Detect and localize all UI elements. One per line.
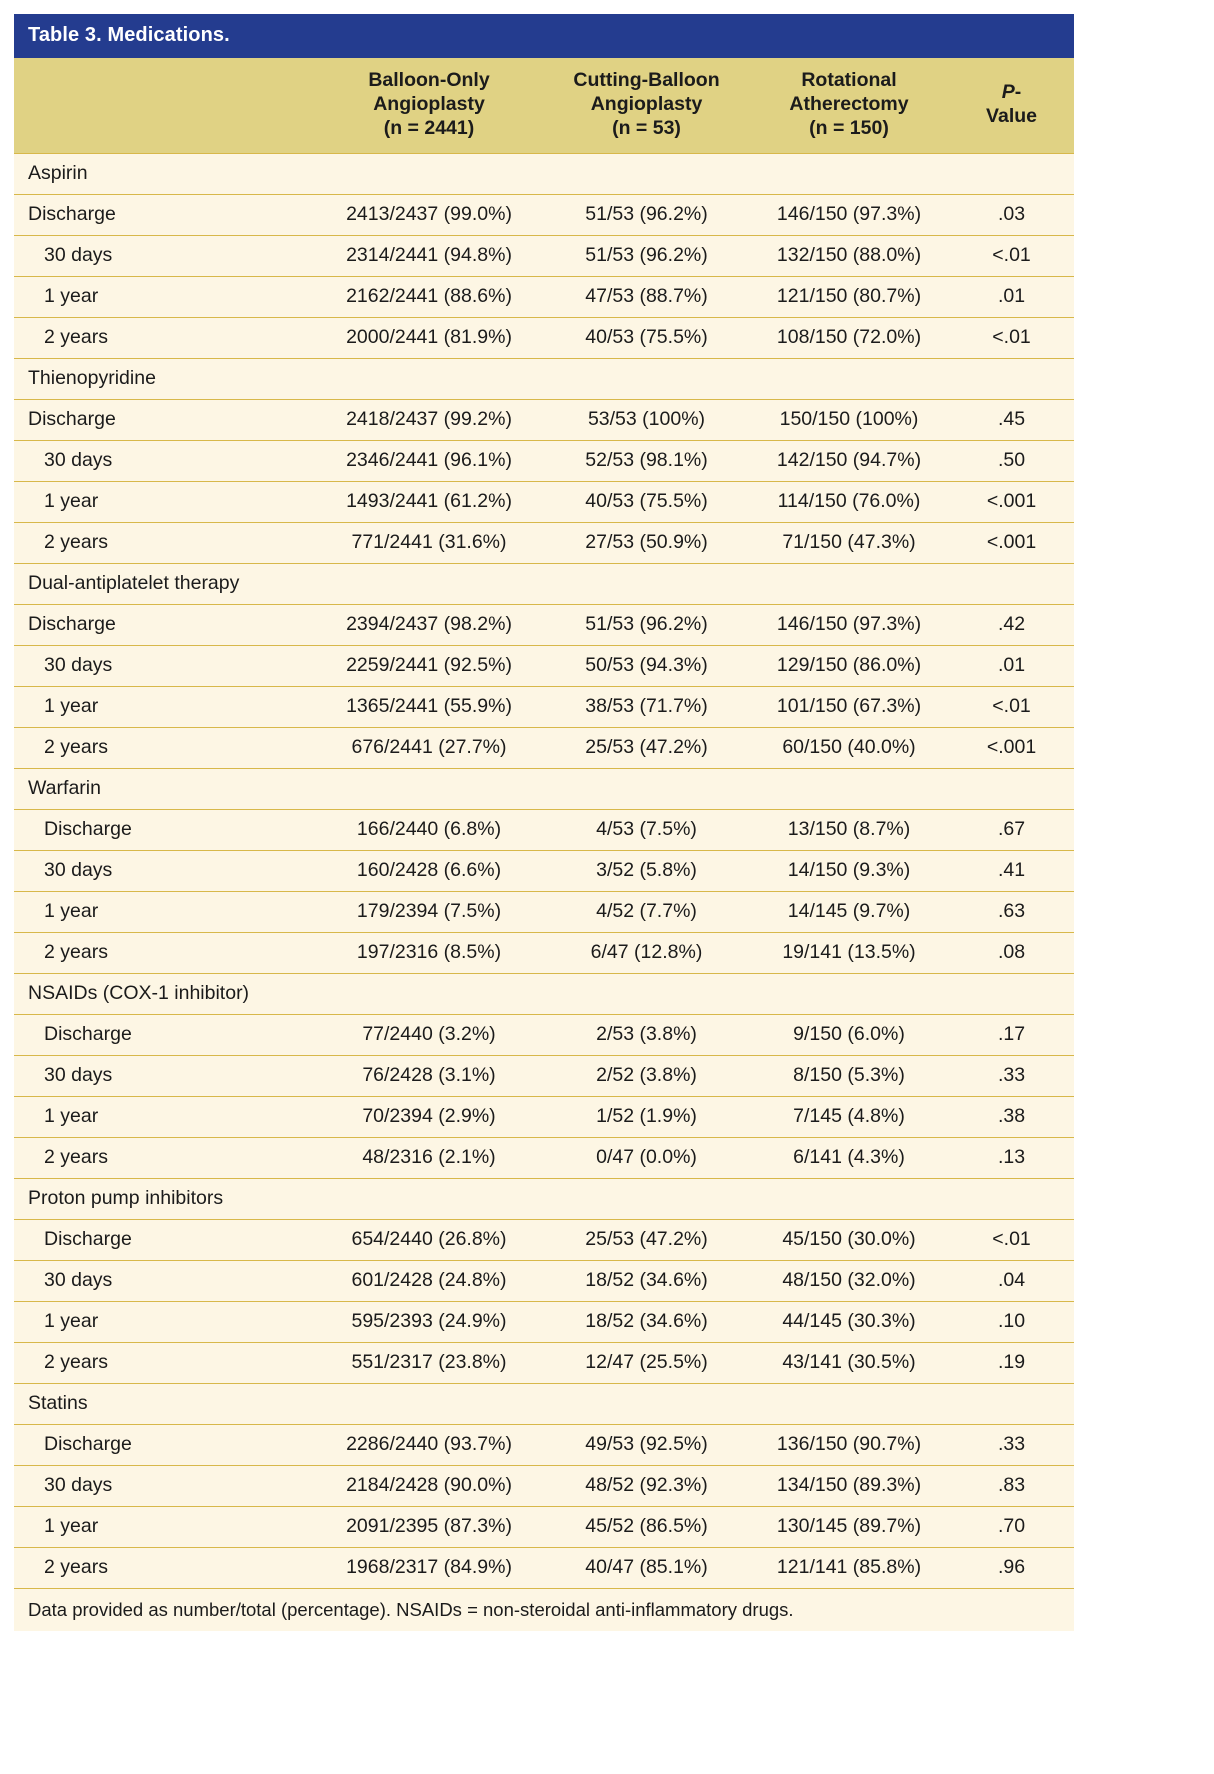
row-label: 2 years [14, 1138, 314, 1179]
row-value-col2: 12/47 (25.5%) [544, 1343, 749, 1384]
row-value-col2: 6/47 (12.8%) [544, 933, 749, 974]
row-group-label: Thienopyridine [14, 359, 314, 400]
table-row [14, 646, 1074, 687]
row-value-col1: 179/2394 (7.5%) [314, 892, 544, 933]
table-title-row [14, 14, 1074, 58]
row-value-col3: 71/150 (47.3%) [749, 523, 949, 564]
row-value-col4: .08 [949, 933, 1074, 974]
row-value-col1 [314, 974, 544, 1015]
row-label: Discharge [14, 1015, 314, 1056]
row-value-col4: .33 [949, 1056, 1074, 1097]
table-row [14, 523, 1074, 564]
row-value-col1: 2259/2441 (92.5%) [314, 646, 544, 687]
row-value-col3: 129/150 (86.0%) [749, 646, 949, 687]
row-value-col2 [544, 154, 749, 195]
row-value-col2: 4/52 (7.7%) [544, 892, 749, 933]
column-header-p-value-label: P- Value [986, 80, 1037, 127]
row-value-col2: 49/53 (92.5%) [544, 1425, 749, 1466]
row-value-col1: 70/2394 (2.9%) [314, 1097, 544, 1138]
row-value-col4: .13 [949, 1138, 1074, 1179]
row-value-col2: 4/53 (7.5%) [544, 810, 749, 851]
row-value-col3: 130/145 (89.7%) [749, 1507, 949, 1548]
row-value-col1: 77/2440 (3.2%) [314, 1015, 544, 1056]
row-value-col4: .83 [949, 1466, 1074, 1507]
row-value-col3: 136/150 (90.7%) [749, 1425, 949, 1466]
table-row [14, 1138, 1074, 1179]
row-value-col4: .17 [949, 1015, 1074, 1056]
row-label: Discharge [14, 1425, 314, 1466]
row-label: Discharge [14, 195, 314, 236]
row-group-label: Proton pump inhibitors [14, 1179, 314, 1220]
row-value-col1: 76/2428 (3.1%) [314, 1056, 544, 1097]
row-value-col2: 2/53 (3.8%) [544, 1015, 749, 1056]
row-value-col1: 771/2441 (31.6%) [314, 523, 544, 564]
row-value-col4 [949, 974, 1074, 1015]
row-value-col3: 7/145 (4.8%) [749, 1097, 949, 1138]
row-value-col1: 2413/2437 (99.0%) [314, 195, 544, 236]
row-value-col4: .38 [949, 1097, 1074, 1138]
row-value-col1: 2418/2437 (99.2%) [314, 400, 544, 441]
row-label: Discharge [14, 605, 314, 646]
row-group-label: NSAIDs (COX-1 inhibitor) [14, 974, 314, 1015]
row-group-label: Aspirin [14, 154, 314, 195]
row-value-col4: .42 [949, 605, 1074, 646]
row-value-col1 [314, 1384, 544, 1425]
row-value-col2: 53/53 (100%) [544, 400, 749, 441]
row-value-col4: .96 [949, 1548, 1074, 1589]
table-group-row [14, 769, 1074, 810]
row-label: 2 years [14, 523, 314, 564]
table-row [14, 1015, 1074, 1056]
row-value-col2: 48/52 (92.3%) [544, 1466, 749, 1507]
row-value-col4: .03 [949, 195, 1074, 236]
row-value-col4: .45 [949, 400, 1074, 441]
row-value-col4: .01 [949, 277, 1074, 318]
table-footnote: Data provided as number/total (percentage). NSAIDs = non-steroidal anti-inflammatory drugs. [14, 1589, 1074, 1632]
column-header-cutting-balloon-n: (n = 53) [612, 116, 681, 139]
table-row [14, 605, 1074, 646]
row-value-col1: 595/2393 (24.9%) [314, 1302, 544, 1343]
row-group-label: Statins [14, 1384, 314, 1425]
row-value-col3: 43/141 (30.5%) [749, 1343, 949, 1384]
row-value-col3: 9/150 (6.0%) [749, 1015, 949, 1056]
column-header-balloon-only-label: Balloon-Only Angioplasty [368, 69, 490, 115]
table-group-row [14, 564, 1074, 605]
row-value-col1: 1365/2441 (55.9%) [314, 687, 544, 728]
row-value-col2 [544, 359, 749, 400]
row-value-col4 [949, 564, 1074, 605]
row-value-col3 [749, 564, 949, 605]
row-value-col2: 40/53 (75.5%) [544, 482, 749, 523]
row-value-col4: <.01 [949, 687, 1074, 728]
column-header-balloon-only-n: (n = 2441) [383, 116, 475, 139]
column-header-rotational-atherectomy-n: (n = 150) [809, 116, 889, 139]
row-value-col3: 44/145 (30.3%) [749, 1302, 949, 1343]
row-label: 30 days [14, 236, 314, 277]
row-value-col4: <.01 [949, 1220, 1074, 1261]
row-value-col2: 51/53 (96.2%) [544, 195, 749, 236]
row-label: 2 years [14, 933, 314, 974]
table-row [14, 277, 1074, 318]
row-value-col3 [749, 1384, 949, 1425]
row-value-col2: 47/53 (88.7%) [544, 277, 749, 318]
row-label: 30 days [14, 851, 314, 892]
row-value-col3: 48/150 (32.0%) [749, 1261, 949, 1302]
table-row [14, 441, 1074, 482]
table-row [14, 1548, 1074, 1589]
row-label: 30 days [14, 1261, 314, 1302]
row-value-col2: 40/47 (85.1%) [544, 1548, 749, 1589]
row-value-col4 [949, 154, 1074, 195]
row-value-col2: 27/53 (50.9%) [544, 523, 749, 564]
row-value-col2 [544, 769, 749, 810]
table-row [14, 892, 1074, 933]
table-row [14, 728, 1074, 769]
row-value-col1: 1493/2441 (61.2%) [314, 482, 544, 523]
row-value-col3: 142/150 (94.7%) [749, 441, 949, 482]
row-value-col3: 19/141 (13.5%) [749, 933, 949, 974]
row-value-col2: 38/53 (71.7%) [544, 687, 749, 728]
row-value-col2: 2/52 (3.8%) [544, 1056, 749, 1097]
row-value-col3: 60/150 (40.0%) [749, 728, 949, 769]
row-value-col2: 18/52 (34.6%) [544, 1302, 749, 1343]
table-group-row [14, 154, 1074, 195]
row-value-col4: <.01 [949, 236, 1074, 277]
row-value-col2 [544, 1384, 749, 1425]
row-value-col1 [314, 769, 544, 810]
table-row [14, 1302, 1074, 1343]
row-value-col2: 40/53 (75.5%) [544, 318, 749, 359]
row-value-col2 [544, 564, 749, 605]
row-label: 1 year [14, 687, 314, 728]
table-row [14, 1261, 1074, 1302]
table-row [14, 1056, 1074, 1097]
row-value-col1: 1968/2317 (84.9%) [314, 1548, 544, 1589]
row-value-col1: 551/2317 (23.8%) [314, 1343, 544, 1384]
table-title: Table 3. Medications. [14, 14, 1074, 58]
row-value-col4: <.001 [949, 523, 1074, 564]
row-value-col3: 121/150 (80.7%) [749, 277, 949, 318]
row-value-col1: 166/2440 (6.8%) [314, 810, 544, 851]
row-label: 1 year [14, 892, 314, 933]
row-value-col2: 52/53 (98.1%) [544, 441, 749, 482]
row-value-col2: 1/52 (1.9%) [544, 1097, 749, 1138]
row-group-label: Dual-antiplatelet therapy [14, 564, 314, 605]
row-value-col3: 146/150 (97.3%) [749, 195, 949, 236]
row-value-col2: 18/52 (34.6%) [544, 1261, 749, 1302]
table-row [14, 1425, 1074, 1466]
row-value-col2 [544, 974, 749, 1015]
row-value-col4: .70 [949, 1507, 1074, 1548]
row-value-col1: 601/2428 (24.8%) [314, 1261, 544, 1302]
column-header-cutting-balloon-label: Cutting-Balloon Angioplasty [573, 69, 720, 115]
row-value-col1 [314, 154, 544, 195]
table-row [14, 687, 1074, 728]
table-row [14, 318, 1074, 359]
table-row [14, 810, 1074, 851]
row-value-col2: 0/47 (0.0%) [544, 1138, 749, 1179]
row-label: 1 year [14, 1097, 314, 1138]
row-value-col4: .41 [949, 851, 1074, 892]
table-group-row [14, 974, 1074, 1015]
row-label: 1 year [14, 482, 314, 523]
row-label: 1 year [14, 1507, 314, 1548]
row-label: 30 days [14, 646, 314, 687]
row-label: 30 days [14, 1056, 314, 1097]
table-row [14, 1343, 1074, 1384]
column-header-rotational-atherectomy-label: Rotational Atherectomy [789, 69, 909, 115]
row-value-col3: 14/145 (9.7%) [749, 892, 949, 933]
table-footer [14, 1589, 1074, 1632]
table-row [14, 195, 1074, 236]
row-value-col4: .50 [949, 441, 1074, 482]
row-label: 30 days [14, 441, 314, 482]
row-value-col3 [749, 154, 949, 195]
row-value-col3: 132/150 (88.0%) [749, 236, 949, 277]
row-value-col4: .04 [949, 1261, 1074, 1302]
row-value-col1: 2000/2441 (81.9%) [314, 318, 544, 359]
row-label: 2 years [14, 1343, 314, 1384]
row-value-col3 [749, 1179, 949, 1220]
row-value-col4: <.01 [949, 318, 1074, 359]
table-row [14, 851, 1074, 892]
row-value-col1: 2286/2440 (93.7%) [314, 1425, 544, 1466]
row-value-col4: .63 [949, 892, 1074, 933]
row-value-col4 [949, 769, 1074, 810]
row-value-col3: 101/150 (67.3%) [749, 687, 949, 728]
row-value-col3: 134/150 (89.3%) [749, 1466, 949, 1507]
table-body [14, 154, 1074, 1589]
table-group-row [14, 1179, 1074, 1220]
column-header-balloon-only [314, 58, 544, 154]
table-row [14, 482, 1074, 523]
row-value-col1: 2184/2428 (90.0%) [314, 1466, 544, 1507]
row-value-col3 [749, 974, 949, 1015]
table-row [14, 933, 1074, 974]
row-value-col3 [749, 769, 949, 810]
row-value-col1: 48/2316 (2.1%) [314, 1138, 544, 1179]
row-value-col2: 50/53 (94.3%) [544, 646, 749, 687]
column-header-cutting-balloon [544, 58, 749, 154]
row-value-col3: 108/150 (72.0%) [749, 318, 949, 359]
row-label: 2 years [14, 318, 314, 359]
row-value-col4 [949, 359, 1074, 400]
row-label: 30 days [14, 1466, 314, 1507]
row-value-col3: 45/150 (30.0%) [749, 1220, 949, 1261]
row-value-col3 [749, 359, 949, 400]
row-value-col1: 654/2440 (26.8%) [314, 1220, 544, 1261]
table-row [14, 1507, 1074, 1548]
row-value-col3: 150/150 (100%) [749, 400, 949, 441]
medications-table-container [14, 14, 1074, 1631]
table-row [14, 1220, 1074, 1261]
row-value-col1 [314, 359, 544, 400]
row-value-col4: <.001 [949, 482, 1074, 523]
row-value-col4: <.001 [949, 728, 1074, 769]
row-value-col4: .33 [949, 1425, 1074, 1466]
row-value-col4: .67 [949, 810, 1074, 851]
row-value-col4: .01 [949, 646, 1074, 687]
row-value-col3: 8/150 (5.3%) [749, 1056, 949, 1097]
row-value-col2: 51/53 (96.2%) [544, 605, 749, 646]
row-label: Discharge [14, 400, 314, 441]
row-label: 2 years [14, 728, 314, 769]
row-value-col4: .10 [949, 1302, 1074, 1343]
row-value-col4: .19 [949, 1343, 1074, 1384]
row-value-col2: 45/52 (86.5%) [544, 1507, 749, 1548]
column-header-p-value [949, 58, 1074, 154]
row-label: 1 year [14, 277, 314, 318]
row-value-col3: 114/150 (76.0%) [749, 482, 949, 523]
column-header-blank [14, 58, 314, 154]
row-value-col3: 121/141 (85.8%) [749, 1548, 949, 1589]
row-value-col1: 2091/2395 (87.3%) [314, 1507, 544, 1548]
row-value-col3: 6/141 (4.3%) [749, 1138, 949, 1179]
row-value-col1: 2346/2441 (96.1%) [314, 441, 544, 482]
row-label: 1 year [14, 1302, 314, 1343]
table-group-row [14, 1384, 1074, 1425]
row-value-col1 [314, 1179, 544, 1220]
column-header-rotational-atherectomy [749, 58, 949, 154]
table-row [14, 400, 1074, 441]
row-value-col1: 160/2428 (6.6%) [314, 851, 544, 892]
row-value-col3: 14/150 (9.3%) [749, 851, 949, 892]
row-value-col2: 51/53 (96.2%) [544, 236, 749, 277]
table-column-header [14, 58, 1074, 154]
medications-table [14, 14, 1074, 1631]
table-group-row [14, 359, 1074, 400]
row-value-col1: 2162/2441 (88.6%) [314, 277, 544, 318]
table-row [14, 1097, 1074, 1138]
row-value-col2: 3/52 (5.8%) [544, 851, 749, 892]
row-label: 2 years [14, 1548, 314, 1589]
row-value-col3: 13/150 (8.7%) [749, 810, 949, 851]
row-value-col1: 676/2441 (27.7%) [314, 728, 544, 769]
row-value-col1: 197/2316 (8.5%) [314, 933, 544, 974]
row-value-col1: 2394/2437 (98.2%) [314, 605, 544, 646]
row-value-col4 [949, 1179, 1074, 1220]
table-row [14, 236, 1074, 277]
row-label: Discharge [14, 810, 314, 851]
row-label: Discharge [14, 1220, 314, 1261]
row-value-col2: 25/53 (47.2%) [544, 728, 749, 769]
row-value-col2 [544, 1179, 749, 1220]
row-value-col3: 146/150 (97.3%) [749, 605, 949, 646]
row-value-col1 [314, 564, 544, 605]
row-value-col1: 2314/2441 (94.8%) [314, 236, 544, 277]
row-group-label: Warfarin [14, 769, 314, 810]
row-value-col4 [949, 1384, 1074, 1425]
row-value-col2: 25/53 (47.2%) [544, 1220, 749, 1261]
table-row [14, 1466, 1074, 1507]
